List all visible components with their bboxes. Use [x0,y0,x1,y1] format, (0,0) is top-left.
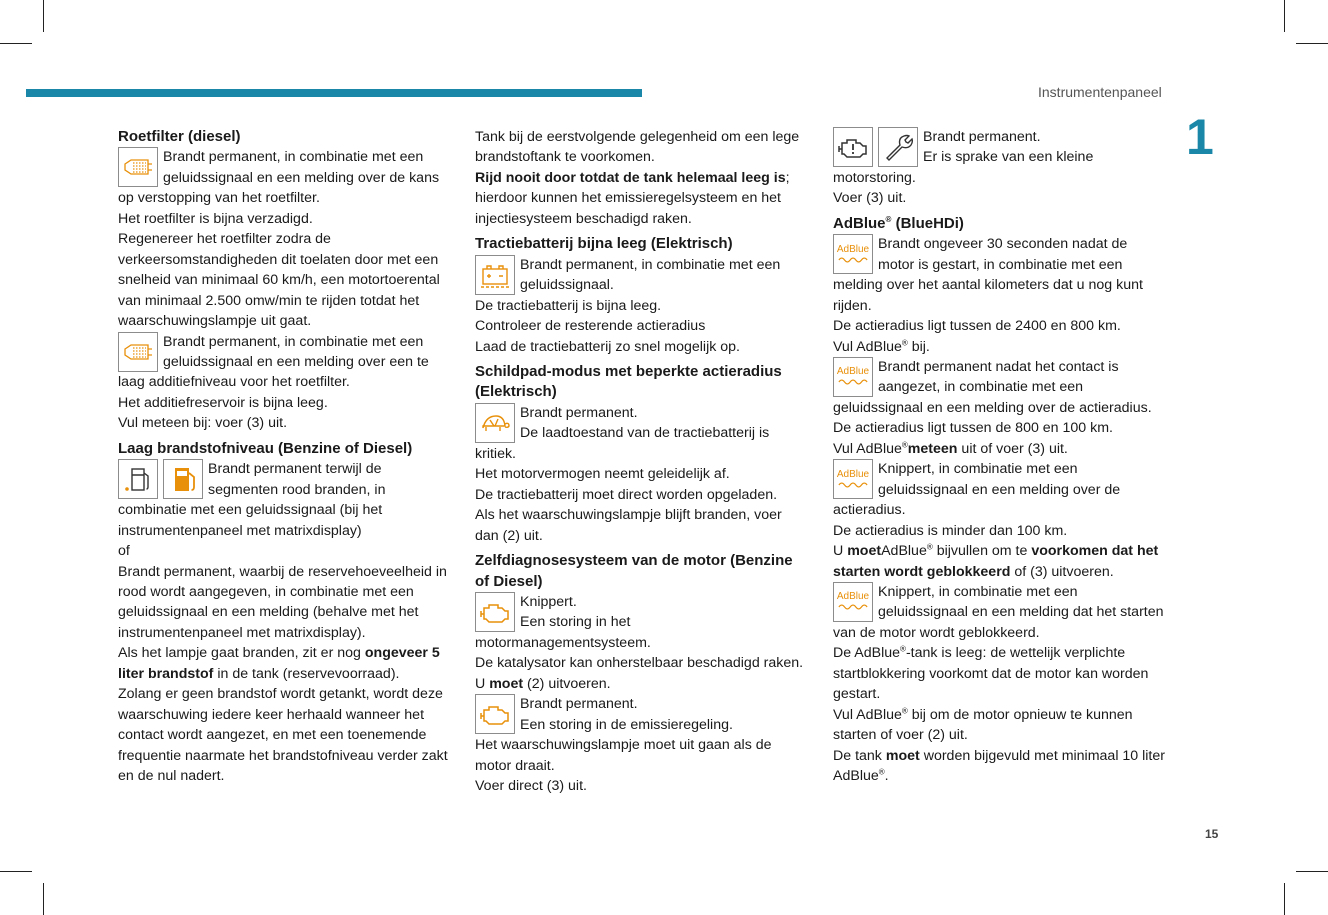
bold-text: voorkomen dat het starten wordt geblokkeerd [833,543,1159,580]
paragraph: Brandt permanent, in combinatie met een geluidssignaal en een melding over een te laag additiefniveau voor het roetfilter. [118,333,429,391]
crop-mark [0,43,32,44]
paragraph: Vul meteen bij: voer (3) uit. [118,415,288,432]
text-span: De AdBlue [833,645,901,662]
heading-engine-diagnostics: Zelfdiagnosesysteem van de motor (Benzine of Diesel) [475,552,793,590]
paragraph [833,337,1166,357]
heading-adblue [833,214,1166,234]
fuel-pump-filled-icon [163,459,203,499]
bold-text: Rijd nooit door totdat de tank helemaal leeg is [475,169,786,186]
registered-mark: ® [878,767,885,777]
paragraph: Knippert, in combinatie met een geluidssignaal en een melding dat het starten van de motor wordt geblokkeerd. [833,583,1164,641]
paragraph: Een storing in het motormanagementsysteem. [475,614,651,651]
registered-mark: ® [900,644,906,654]
column-2 [475,127,808,797]
paragraph [833,439,1166,459]
paragraph: Brandt permanent. [520,404,638,421]
crop-mark [1284,0,1285,32]
paragraph: of [118,543,130,560]
paragraph: Het roetfilter is bijna verzadigd. [118,210,313,227]
registered-mark: ® [885,214,892,224]
paragraph: De katalysator kan onherstelbaar beschadigd raken. [475,655,804,672]
battery-icon [475,255,515,295]
text-span: Vul AdBlue [833,338,902,355]
text-span: AdBlue [881,543,927,560]
text-span: Vul AdBlue [833,440,902,457]
crop-mark [0,871,32,872]
adblue-icon-label: AdBlue [836,468,870,480]
engine-icon [475,592,515,632]
engine-icon [475,694,515,734]
paragraph: De laadtoestand van de tractiebatterij is kritiek. [475,425,770,462]
column-3 [833,127,1166,787]
text-span: bij. [907,338,930,355]
column-1 [118,127,451,787]
paragraph [475,168,808,229]
paragraph: Brandt permanent, in combinatie met een geluidssignaal en een melding over de kans op verstopping van het roetfilter. [118,149,440,207]
paragraph: De tractiebatterij moet direct worden opgeladen. [475,486,778,503]
bold-text: moet [847,543,882,560]
turtle-icon [475,403,515,443]
paragraph: Zolang er geen brandstof wordt getankt, wordt deze waarschuwing iedere keer herhaald wanneer het contact wordt aangezet, en met een toenemende frequentie naarmate het brandstofniveau verder zakt en de nul nadert. [118,686,448,785]
paragraph: Het waarschuwingslampje moet uit gaan als de motor draait. [475,737,772,774]
paragraph: De actieradius ligt tussen de 2400 en 800 km. [833,318,1121,335]
heading-low-fuel: Laag brandstofniveau (Benzine of Diesel) [118,439,413,457]
text-span: (2) uitvoeren. [523,675,611,692]
text-span: . [884,768,889,785]
paragraph: Brandt permanent, in combinatie met een geluidssignaal. [520,256,781,294]
paragraph [833,705,1166,746]
crop-mark [43,0,44,32]
bold-text: moet [489,675,524,692]
paragraph: Knippert. [520,593,577,610]
paragraph: Brandt permanent. [923,129,1041,145]
paragraph: Een storing in de emissieregeling. [520,716,733,733]
text-span: worden bijgevuld met minimaal 10 liter AdBlue [833,747,1165,785]
paragraph: Regenereer het roetfilter zodra de verkeersomstandigheden dit toelaten door met een snelheid van minimaal 60 km/h, een motortoerental van minimaal 2.500 omw/min te rijden totdat het waarschuwingslampje uit gaat. [118,231,440,330]
paragraph: De actieradius is minder dan 100 km. [833,522,1068,539]
paragraph [833,643,1166,704]
text-span: ; hierdoor kunnen het emissieregelsysteem en het injectiesysteem beschadigd raken. [475,169,790,227]
registered-mark: ® [901,337,908,347]
bold-text: ongeveer 5 liter brandstof [118,645,440,682]
wrench-icon [878,127,918,167]
engine-warning-icon [833,127,873,167]
paragraph [475,674,808,694]
text-span: in de tank (reservevoorraad). [213,665,400,682]
text-span: U [475,675,490,692]
adblue-icon [833,357,873,397]
header-accent-bar [26,89,642,97]
bold-text: meteen [907,440,958,457]
crop-mark [1284,883,1285,915]
adblue-icon-label: AdBlue [836,591,870,603]
paragraph: Er is sprake van een kleine motorstoring. [833,149,1094,186]
registered-mark: ® [901,440,908,450]
paragraph: De tractiebatterij is bijna leeg. [475,297,662,314]
section-title: Instrumentenpaneel [1038,84,1162,100]
page-number: 15 [1205,827,1219,841]
crop-mark [1296,43,1328,44]
text-span: of (3) uitvoeren. [1010,563,1114,580]
paragraph: De actieradius ligt tussen de 800 en 100 km. [833,420,1113,437]
registered-mark: ® [901,705,908,715]
paragraph: Brandt permanent. [520,696,638,713]
text-span: (BlueHDi) [891,214,964,232]
text-span: bijvullen om te [932,543,1032,560]
text-span: U [833,543,848,560]
text-span: uit of voer (3) uit. [957,440,1068,457]
paragraph [833,746,1166,787]
crop-mark [43,883,44,915]
crop-mark [1296,871,1328,872]
paragraph: Voer direct (3) uit. [475,778,587,795]
text-span: -tank is leeg: de wettelijk verplichte startblokkering voorkomt dat de motor kan worden gestart. [833,645,1149,703]
text-span: AdBlue [833,214,886,232]
paragraph: Laad de tractiebatterij zo snel mogelijk op. [475,338,740,355]
paragraph: Als het waarschuwingslampje blijft branden, voer dan (2) uit. [475,507,782,544]
particle-filter-icon [118,332,158,372]
paragraph [833,541,1166,582]
adblue-icon-label: AdBlue [836,243,870,255]
paragraph: Brandt permanent terwijl de segmenten rood branden, in combinatie met een geluidssignaal (bij het instrumentenpaneel met matrixdisplay) [118,461,386,539]
paragraph [118,643,451,684]
text-span: De tank [833,747,886,764]
fuel-pump-outline-icon [118,459,158,499]
paragraph: Knippert, in combinatie met een geluidssignaal en een melding over de actieradius. [833,461,1121,519]
text-span: Vul AdBlue [833,706,902,723]
paragraph: Brandt permanent, waarbij de reservehoeveelheid in rood wordt aangegeven, in combinatie met een geluidssignaal en een melding (behalve met het instrumentenpaneel met matrixdisplay). [118,563,447,641]
adblue-icon [833,459,873,499]
paragraph: Voer (3) uit. [833,190,907,207]
paragraph: Tank bij de eerstvolgende gelegenheid om een lege brandstoftank te voorkomen. [475,129,800,166]
text-span: Als het lampje gaat branden, zit er nog [118,645,365,662]
bold-text: moet [885,747,920,764]
paragraph: Het motorvermogen neemt geleidelijk af. [475,466,730,483]
paragraph: Brandt permanent nadat het contact is aangezet, in combinatie met een geluidssignaal en een melding over de actieradius. [833,358,1152,416]
heading-traction-battery: Tractiebatterij bijna leeg (Elektrisch) [475,235,733,253]
paragraph: Controleer de resterende actieradius [475,318,706,335]
adblue-icon-label: AdBlue [836,366,870,378]
registered-mark: ® [926,542,933,552]
paragraph: Brandt ongeveer 30 seconden nadat de motor is gestart, in combinatie met een melding over het aantal kilometers dat u nog kunt rijden. [833,236,1143,314]
heading-turtle-mode: Schildpad-modus met beperkte actieradius (Elektrisch) [475,362,782,401]
text-span: bij om de motor opnieuw te kunnen starten of voer (2) uit. [833,706,1133,744]
heading-particle-filter: Roetfilter (diesel) [118,128,241,145]
particle-filter-icon [118,147,158,187]
paragraph: Het additiefreservoir is bijna leeg. [118,394,328,411]
adblue-icon [833,234,873,274]
chapter-number: 1 [1186,109,1214,165]
adblue-icon [833,582,873,622]
